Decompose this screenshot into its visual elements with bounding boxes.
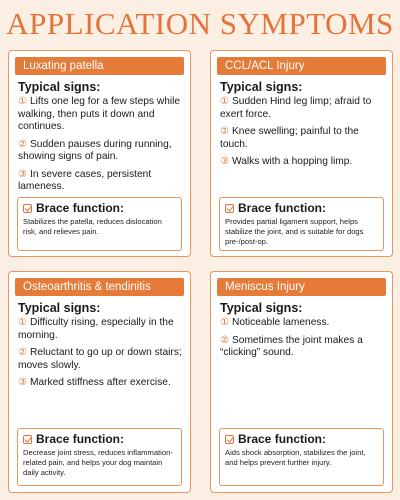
card-ccl-acl-injury: [210, 50, 393, 257]
sign-number: ①: [18, 96, 28, 107]
sign-text: Walks with a hopping limp.: [231, 156, 353, 167]
sign-text: Sometimes the joint makes a “clicking” sound.: [220, 334, 363, 358]
sign-item: [220, 317, 386, 330]
brace-text: Aids shock absorption, stabilizes the joint, and helps prevent further injury.: [225, 448, 366, 467]
sign-number: ③: [18, 168, 28, 180]
check-icon: [23, 435, 32, 444]
sign-number: ②: [18, 138, 28, 150]
sign-item: [220, 156, 386, 169]
brace-function-box: [17, 428, 182, 486]
sign-number: ①: [18, 317, 28, 328]
brace-title-text: Brace function:: [36, 432, 125, 446]
sign-text: Reluctant to go up or down stairs; moves slowly.: [18, 347, 182, 371]
sign-text: Knee swelling; painful to the touch.: [220, 126, 359, 150]
card-header: Osteoarthritis & tendinitis: [15, 278, 184, 296]
signs-title: Typical signs:: [18, 301, 101, 315]
brace-title-text: Brace function:: [238, 432, 327, 446]
brace-function-box: [17, 197, 182, 251]
signs-title: Typical signs:: [220, 80, 303, 94]
brace-text: Provides partial ligament support, helps stabilize the joint, and is suitable for dogs pre-/post-op.: [225, 217, 364, 246]
brace-function-box: [219, 428, 384, 486]
sign-text: Noticeable lameness.: [231, 317, 330, 328]
signs-list: [18, 317, 184, 395]
sign-number: ①: [220, 317, 230, 328]
signs-title: Typical signs:: [18, 80, 101, 94]
brace-text: Decrease joint stress, reduces inflammation-related pain, and helps your dog maintain daily activity.: [23, 448, 173, 477]
sign-text: In severe cases, persistent lameness.: [18, 168, 152, 192]
brace-title: [23, 432, 176, 446]
sign-item: [220, 335, 386, 360]
sign-number: ②: [220, 126, 230, 137]
sign-text: Sudden pauses during running, showing signs of pain.: [18, 138, 172, 162]
brace-title: [225, 432, 378, 446]
card-header: Meniscus Injury: [217, 278, 386, 296]
sign-item: [18, 139, 184, 164]
brace-title-text: Brace function:: [238, 201, 327, 215]
check-icon: [225, 435, 234, 444]
sign-item: [18, 377, 184, 390]
sign-item: [220, 96, 386, 121]
card-meniscus-injury: [210, 271, 393, 493]
sign-number: ①: [220, 96, 230, 107]
sign-number: ②: [18, 347, 28, 358]
sign-text: Difficulty rising, especially in the morning.: [18, 317, 174, 341]
page-title: APPLICATION SYMPTOMS: [6, 6, 394, 41]
sign-item: [18, 96, 184, 134]
sign-number: ②: [220, 334, 230, 346]
sign-number: ③: [18, 377, 28, 388]
brace-function-box: [219, 197, 384, 251]
sign-item: [220, 126, 386, 151]
check-icon: [23, 204, 32, 213]
sign-text: Lifts one leg for a few steps while walking, then puts it down and continues.: [18, 96, 181, 132]
brace-title-text: Brace function:: [36, 201, 125, 215]
card-header: Luxating patella: [15, 57, 184, 75]
brace-text: Stabilizes the patella, reduces dislocation risk, and relieves pain.: [23, 217, 162, 236]
sign-text: Marked stiffness after exercise.: [29, 377, 171, 388]
brace-title: [23, 201, 176, 215]
signs-list: [220, 96, 386, 174]
card-luxating-patella: [8, 50, 191, 257]
signs-list: [220, 317, 386, 365]
card-osteoarthritis-tendinitis: [8, 271, 191, 493]
signs-list: [18, 96, 184, 199]
card-header: CCL/ACL Injury: [217, 57, 386, 75]
brace-title: [225, 201, 378, 215]
sign-item: [18, 317, 184, 342]
sign-text: Sudden Hind leg limp; afraid to exert force.: [220, 96, 372, 120]
sign-item: [18, 169, 184, 194]
sign-number: ③: [220, 156, 230, 167]
check-icon: [225, 204, 234, 213]
signs-title: Typical signs:: [220, 301, 303, 315]
sign-item: [18, 347, 184, 372]
